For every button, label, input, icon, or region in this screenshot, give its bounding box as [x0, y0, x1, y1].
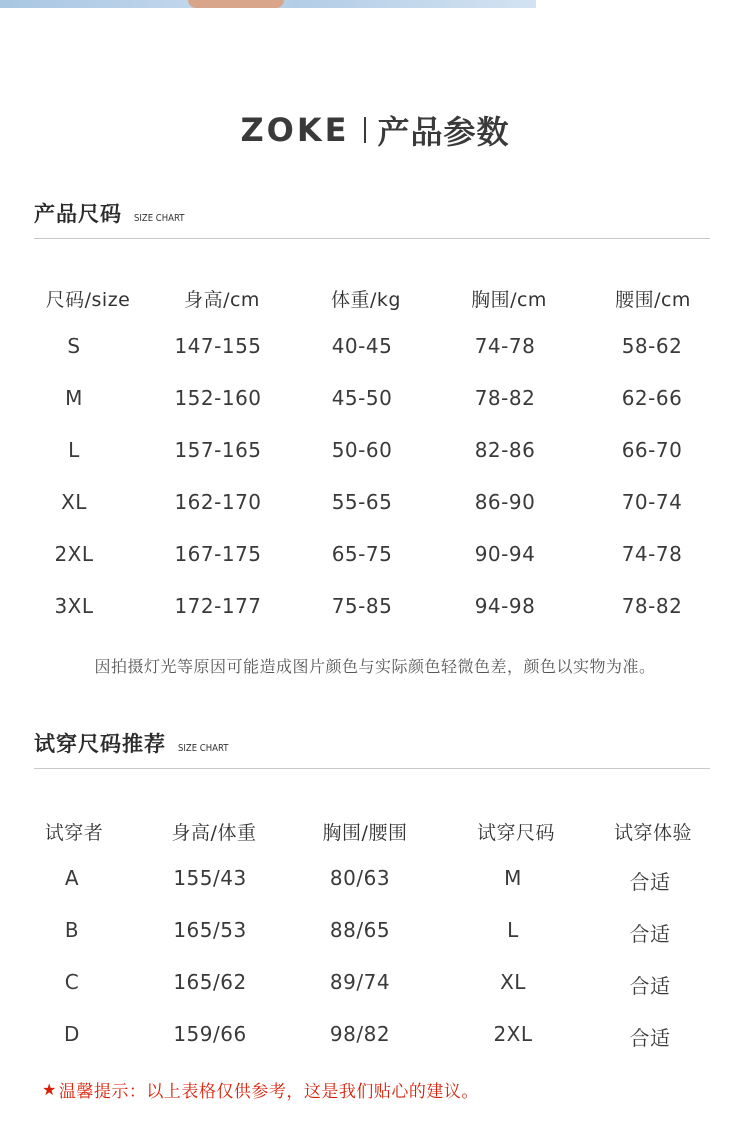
table-cell: 78-82 — [621, 594, 683, 618]
table-row — [0, 542, 750, 572]
table-cell: 合适 — [629, 870, 671, 894]
table-cell: 88/65 — [329, 918, 391, 942]
table-cell: 2XL — [493, 1022, 533, 1046]
size-chart-heading — [34, 198, 193, 228]
table-cell: 74-78 — [621, 542, 683, 566]
header-cell: 胸围/cm — [471, 289, 547, 311]
table-cell: 45-50 — [331, 386, 393, 410]
table-cell: 80/63 — [329, 866, 391, 890]
brand-divider — [364, 117, 366, 143]
reminder-text: 温馨提示：以上表格仅供参考，这是我们贴心的建议。 — [58, 1082, 479, 1102]
table-row — [0, 334, 750, 364]
header-cell: 试穿者 — [44, 822, 104, 844]
table-cell: L — [507, 918, 519, 942]
header-cell: 试穿尺码 — [476, 822, 556, 844]
table-cell: 65-75 — [331, 542, 393, 566]
header-cell: 身高/体重 — [171, 822, 257, 844]
table-cell: A — [64, 866, 80, 890]
table-cell: 2XL — [54, 542, 94, 566]
table-cell: 合适 — [629, 1026, 671, 1050]
table-cell: XL — [500, 970, 526, 994]
table-cell: 合适 — [629, 974, 671, 998]
table-cell: 89/74 — [329, 970, 391, 994]
table-cell: 165/62 — [173, 970, 247, 994]
section-divider — [34, 238, 710, 239]
table-cell: C — [64, 970, 80, 994]
table-row — [0, 386, 750, 416]
table-cell: B — [64, 918, 80, 942]
table-cell: 82-86 — [474, 438, 536, 462]
header-cell: 胸围/腰围 — [322, 822, 408, 844]
table-row — [0, 970, 750, 1000]
table-row — [0, 490, 750, 520]
table-cell: 159/66 — [173, 1022, 247, 1046]
header-cell: 身高/cm — [184, 289, 260, 311]
table-cell: 155/43 — [173, 866, 247, 890]
table-cell: 98/82 — [329, 1022, 391, 1046]
fit-chart-title: 试穿尺码推荐 — [34, 732, 166, 756]
table-cell: 3XL — [54, 594, 94, 618]
fit-table-header — [0, 818, 750, 848]
table-row — [0, 866, 750, 896]
table-cell: L — [68, 438, 80, 462]
table-cell: M — [504, 866, 522, 890]
table-cell: 94-98 — [474, 594, 536, 618]
brand-header — [0, 108, 750, 152]
brand-title: 产品参数 — [377, 113, 510, 151]
table-cell: 162-170 — [174, 490, 262, 514]
table-cell: S — [67, 334, 81, 358]
table-cell: 62-66 — [621, 386, 683, 410]
table-cell: 58-62 — [621, 334, 683, 358]
header-cell: 体重/kg — [331, 289, 401, 311]
table-row — [0, 918, 750, 948]
table-cell: 合适 — [629, 922, 671, 946]
star-icon: ★ — [42, 1080, 57, 1099]
table-cell: 75-85 — [331, 594, 393, 618]
size-chart-title: 产品尺码 — [34, 202, 122, 226]
table-cell: 66-70 — [621, 438, 683, 462]
table-cell: 50-60 — [331, 438, 393, 462]
zoke-logo: ZOKE — [240, 111, 350, 149]
table-cell: 157-165 — [174, 438, 262, 462]
table-cell: XL — [61, 490, 87, 514]
table-cell: 70-74 — [621, 490, 683, 514]
table-cell: 172-177 — [174, 594, 262, 618]
table-cell: 90-94 — [474, 542, 536, 566]
section-divider — [34, 768, 710, 769]
size-table-header — [0, 285, 750, 315]
table-cell: 40-45 — [331, 334, 393, 358]
header-cell: 腰围/cm — [615, 289, 691, 311]
table-cell: 152-160 — [174, 386, 262, 410]
table-cell: D — [64, 1022, 80, 1046]
table-cell: 86-90 — [474, 490, 536, 514]
table-cell: 167-175 — [174, 542, 262, 566]
color-disclaimer: 因拍摄灯光等原因可能造成图片颜色与实际颜色轻微色差，颜色以实物为准。 — [94, 657, 656, 676]
table-cell: 74-78 — [474, 334, 536, 358]
table-cell: M — [65, 386, 83, 410]
table-cell: 147-155 — [174, 334, 262, 358]
table-row — [0, 594, 750, 624]
product-photo-strip — [0, 0, 536, 8]
fit-chart-subtitle: SIZE CHART — [178, 743, 229, 754]
table-cell: 165/53 — [173, 918, 247, 942]
size-chart-subtitle: SIZE CHART — [134, 213, 185, 224]
table-cell: 78-82 — [474, 386, 536, 410]
reminder-note — [42, 1077, 479, 1102]
header-cell: 尺码/size — [45, 289, 131, 311]
table-row — [0, 1022, 750, 1052]
header-cell: 试穿体验 — [613, 822, 693, 844]
table-row — [0, 438, 750, 468]
table-cell: 55-65 — [331, 490, 393, 514]
fit-chart-heading — [34, 728, 237, 758]
